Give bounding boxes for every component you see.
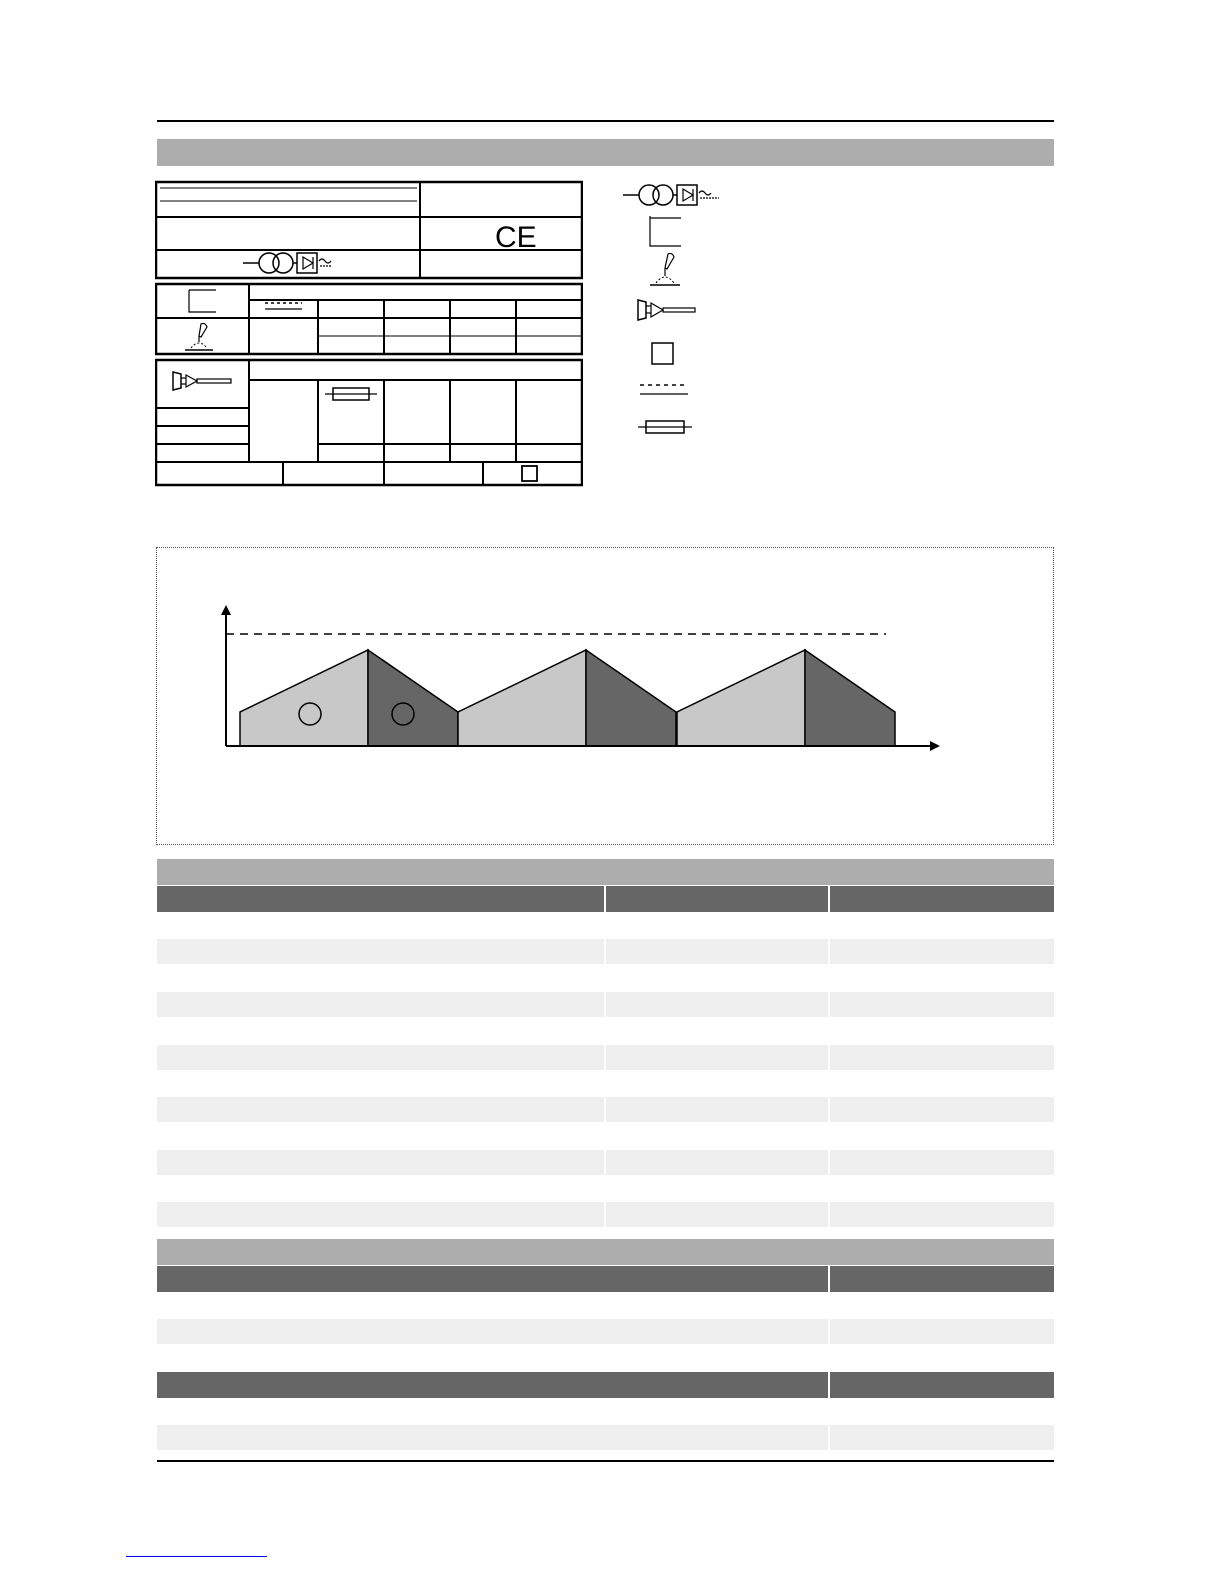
table1-row (830, 1045, 1054, 1070)
cooling-area-3 (805, 650, 895, 746)
table2-header-col1 (157, 1266, 828, 1292)
mig-torch-icon (185, 323, 213, 350)
table1-row (830, 992, 1054, 1017)
table2-row (830, 1319, 1054, 1344)
table1-row (606, 1045, 828, 1070)
table1-row (830, 1097, 1054, 1122)
dc-dashed-line-icon (265, 303, 302, 309)
duty-cycle-chart (156, 547, 1054, 845)
table1-row (606, 992, 828, 1017)
table1-header-col1 (157, 886, 604, 912)
table1-row (606, 939, 828, 964)
x-axis-arrow (930, 741, 940, 751)
rating-plate (155, 180, 583, 487)
table1-row (157, 992, 604, 1017)
heating-area-1 (240, 650, 368, 746)
table1-row (606, 1150, 828, 1175)
table2-header-col2 (830, 1266, 1054, 1292)
table2-row (157, 1319, 828, 1344)
table1-row (606, 1097, 828, 1122)
table1-row (157, 1045, 604, 1070)
table2-band (157, 1239, 1054, 1265)
mains-plug-icon (638, 300, 695, 320)
table1-row (606, 1202, 828, 1227)
drooping-characteristic-icon (189, 290, 216, 312)
table1-row (157, 1097, 604, 1122)
top-rule (157, 120, 1054, 122)
table1-header-col3 (830, 886, 1054, 912)
mains-plug-icon (173, 372, 231, 390)
table3-row (157, 1425, 828, 1450)
cooling-area-2 (586, 650, 676, 746)
table3-header-col1 (157, 1372, 828, 1398)
ip-box-icon (522, 466, 537, 481)
fuse-icon (638, 421, 692, 433)
table1-row (830, 939, 1054, 964)
symbol-legend (620, 180, 730, 440)
table1-row (157, 939, 604, 964)
table1-row (830, 1150, 1054, 1175)
rating-plate-drawing (155, 180, 583, 487)
transformer-rectifier-icon (623, 185, 719, 205)
table1-header-col2 (606, 886, 828, 912)
ip-box-icon (652, 343, 673, 364)
table1-row (157, 1202, 604, 1227)
table3-row (830, 1425, 1054, 1450)
table1-row (830, 1202, 1054, 1227)
ce-mark: CE (495, 221, 537, 254)
footer-link-underline[interactable] (126, 1556, 267, 1557)
cooling-area-1 (368, 650, 458, 746)
y-axis-arrow (221, 605, 231, 615)
section-header-band (157, 139, 1054, 166)
bottom-rule (157, 1460, 1054, 1462)
mig-torch-icon (650, 253, 680, 285)
heating-area-2 (458, 650, 586, 746)
fuse-icon (325, 388, 377, 400)
table1-band (157, 859, 1054, 885)
table3-header-col2 (830, 1372, 1054, 1398)
legend-drawing (620, 180, 730, 440)
dc-dashed-line-icon (640, 385, 688, 394)
transformer-rectifier-icon (243, 253, 331, 273)
table1-row (157, 1150, 604, 1175)
drooping-characteristic-icon (650, 216, 681, 246)
heating-area-3 (677, 650, 805, 746)
